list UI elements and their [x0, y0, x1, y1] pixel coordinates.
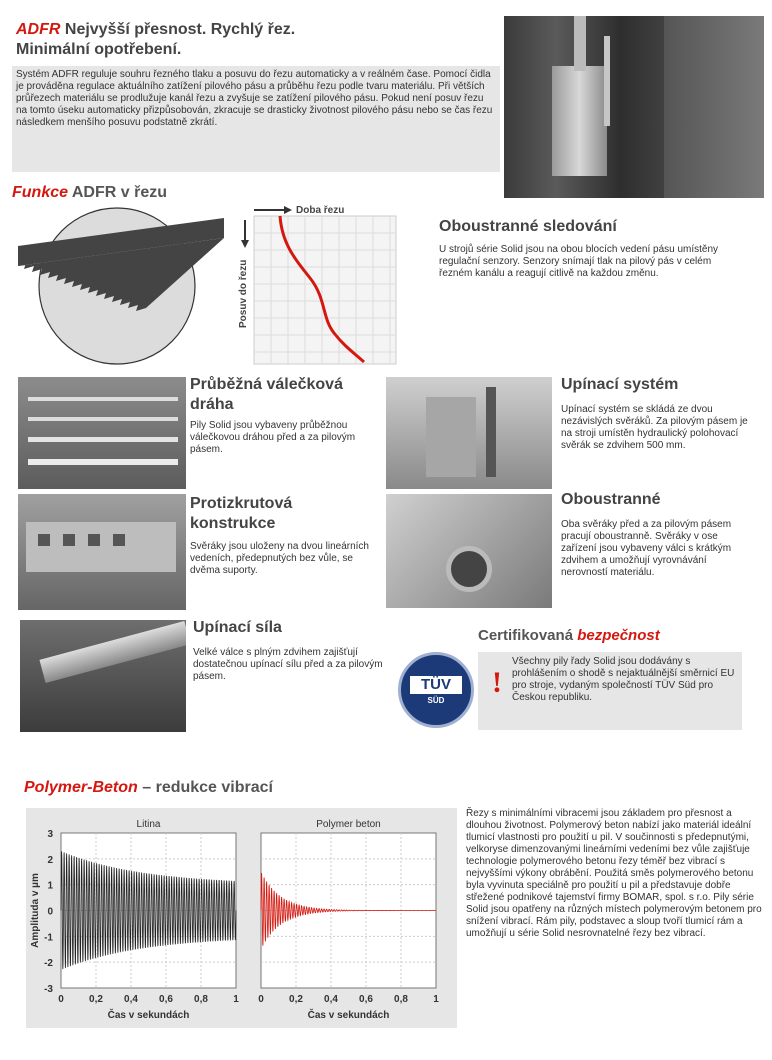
- arrow-down-icon: [241, 240, 249, 248]
- x-tick-label: 0,6: [359, 994, 373, 1005]
- photo-roller: [18, 377, 186, 489]
- x-tick-label: 0,4: [324, 994, 338, 1005]
- funkce-accent: Funkce: [12, 184, 69, 201]
- x-tick-label: 1: [433, 994, 439, 1005]
- sledovani-text: U strojů série Solid jsou na obou blocích vedení pásu umístěny regulační senzory. Senzory snímají tlak na pilový pás v celém řezném kanálu a reagují citlivě na každou změnu.: [439, 244, 719, 279]
- y-tick-label: 2: [47, 854, 53, 866]
- x-label: Doba řezu: [296, 205, 345, 216]
- polymer-text: Řezy s minimálními vibracemi jsou základem pro přesnost a dlouhou životnost. Polymerový beton nabízí jako materiál ideální tlumicí vlastnosti pro použití u pil. V součinnosti s předepnutými, velkoryse dimenzovanými lineárními vedeními bez vůle zajišťuje technologie polymerového betonu řezy téměř bez vibrací s nejvyššími výkony obrábění. Použitá směs polymerového betonu byla vyvinuta speciálně pro použití u pil a představuje dobře střežené podnikové tajemství firmy BOMAR, spol. s r.o. Pily série Solid jsou opatřeny na různých místech polymerovým betonem pro snížení vibrací. Rám pily, podstavec a sloup tvoří tlumicí rám a umožňují u série Solid nesrovnatelné řezy bez vibrací.: [466, 808, 762, 939]
- y-label: Posuv do řezu: [238, 259, 249, 328]
- feature-text-3: Svěráky jsou uloženy na dvou lineárních vedeních, předepnutých bez vůle, se dvěma suporty.: [190, 541, 369, 576]
- x-tick-label: 0: [258, 994, 264, 1005]
- sledovani-title: Oboustranné sledování: [439, 218, 617, 235]
- exclaim-icon: !: [492, 666, 502, 699]
- y-axis-label: Amplituda v µm: [30, 873, 41, 948]
- tuv-sub: SÜD: [427, 696, 445, 705]
- photo-clamp: [386, 377, 552, 489]
- y-tick-label: -2: [44, 958, 53, 970]
- x-tick-label: 0,4: [124, 994, 138, 1005]
- photo-sensor: [504, 16, 764, 198]
- cert-accent: bezpečnost: [577, 627, 660, 644]
- chart-title: Polymer beton: [316, 819, 381, 830]
- feature-title-3: Protizkrutová konstrukce: [190, 495, 293, 532]
- photo-cylinder: [20, 620, 186, 732]
- arrow-right-icon: [284, 206, 292, 214]
- x-tick-label: 0,8: [194, 994, 208, 1005]
- y-tick-label: -1: [44, 932, 53, 944]
- y-tick-label: -3: [44, 984, 53, 995]
- graph-area: [254, 216, 396, 364]
- x-tick-label: 0,8: [394, 994, 408, 1005]
- vibration-charts: [26, 808, 457, 1028]
- cert-box: [478, 652, 742, 730]
- title-line2: Minimální opotřebení.: [16, 41, 182, 58]
- y-tick-label: 0: [47, 906, 53, 918]
- polymer-rest: – redukce vibrací: [137, 779, 273, 796]
- page-title: [16, 20, 496, 60]
- title-rest: Nejvyšší přesnost. Rychlý řez.: [60, 21, 296, 38]
- feature-text-4: Oba svěráky před a za pilovým pásem pracují oboustranně. Svěráky v ose zařízení jsou vybaveny válci s krátkým zdvihem a umožňují vyrovnávání nerovností materiálu.: [561, 519, 732, 578]
- polymer-heading: [24, 779, 273, 797]
- cert-heading: [478, 627, 660, 644]
- x-tick-label: 0,2: [89, 994, 103, 1005]
- feature-title-4: Oboustranné: [561, 491, 661, 508]
- funkce-rest: ADFR v řezu: [68, 184, 167, 201]
- x-tick-label: 1: [233, 994, 239, 1005]
- y-tick-label: 3: [47, 829, 53, 840]
- x-tick-label: 0,2: [289, 994, 303, 1005]
- x-axis-label: Čas v sekundách: [307, 1010, 390, 1021]
- feature-text-5: Velké válce s plným zdvihem zajišťují dostatečnou upínací sílu před a za pilovým pásem.: [193, 647, 383, 682]
- x-axis-label: Čas v sekundách: [107, 1010, 190, 1021]
- feature-text-2: Upínací systém se skládá ze dvou nezávislých svěráků. Za pilovým pásem je na stroji umístěn hydraulický polohovací svěrák se zdvihem 500 mm.: [561, 404, 748, 451]
- feature-title-2: Upínací systém: [561, 376, 679, 393]
- x-tick-label: 0,6: [159, 994, 173, 1005]
- photo-construction: [18, 494, 186, 610]
- tuv-logo: [398, 652, 472, 730]
- adfr-diagram: [14, 198, 434, 368]
- y-tick-label: 1: [47, 880, 53, 892]
- polymer-accent: Polymer-Beton: [24, 779, 138, 796]
- intro-box: [12, 66, 500, 172]
- cert-text: Všechny pily řady Solid jsou dodávány s prohlášením o shodě s nejaktuálnější směrnicí EU pro stroje, vydaným společností TÜV Süd pro Českou republiku.: [512, 656, 735, 703]
- x-tick-label: 0: [58, 994, 64, 1005]
- chart-title: Litina: [136, 819, 161, 830]
- feature-text-1: Pily Solid jsou vybaveny průběžnou válečkovou dráhou před a za pilovým pásem.: [190, 420, 356, 455]
- feature-title-1: Průběžná válečková dráha: [190, 376, 343, 413]
- feature-title-5: Upínací síla: [193, 619, 282, 636]
- photo-vise: [386, 494, 552, 608]
- tuv-main: TÜV: [410, 676, 462, 694]
- intro-text: Systém ADFR reguluje souhru řezného tlaku a posuvu do řezu automaticky a v reálném čase. Pomocí čidla je prováděna regulace aktuálního zatížení pilového pásu a průběhu řezu podle tvaru materiálu. Při větších průřezech materiálu se prodlužuje kanál řezu a zvyšuje se zatížení pilového pásu. Pokud není posuv řezu na tomto úseku automaticky přizpůsobován, zkracuje se drasticky životnost pilového pásu nebo se čas řezu následkem menšího posuvu podstatně zkrátí.: [16, 69, 493, 128]
- title-brand: ADFR: [16, 21, 61, 38]
- cert-title: Certifikovaná: [478, 627, 578, 644]
